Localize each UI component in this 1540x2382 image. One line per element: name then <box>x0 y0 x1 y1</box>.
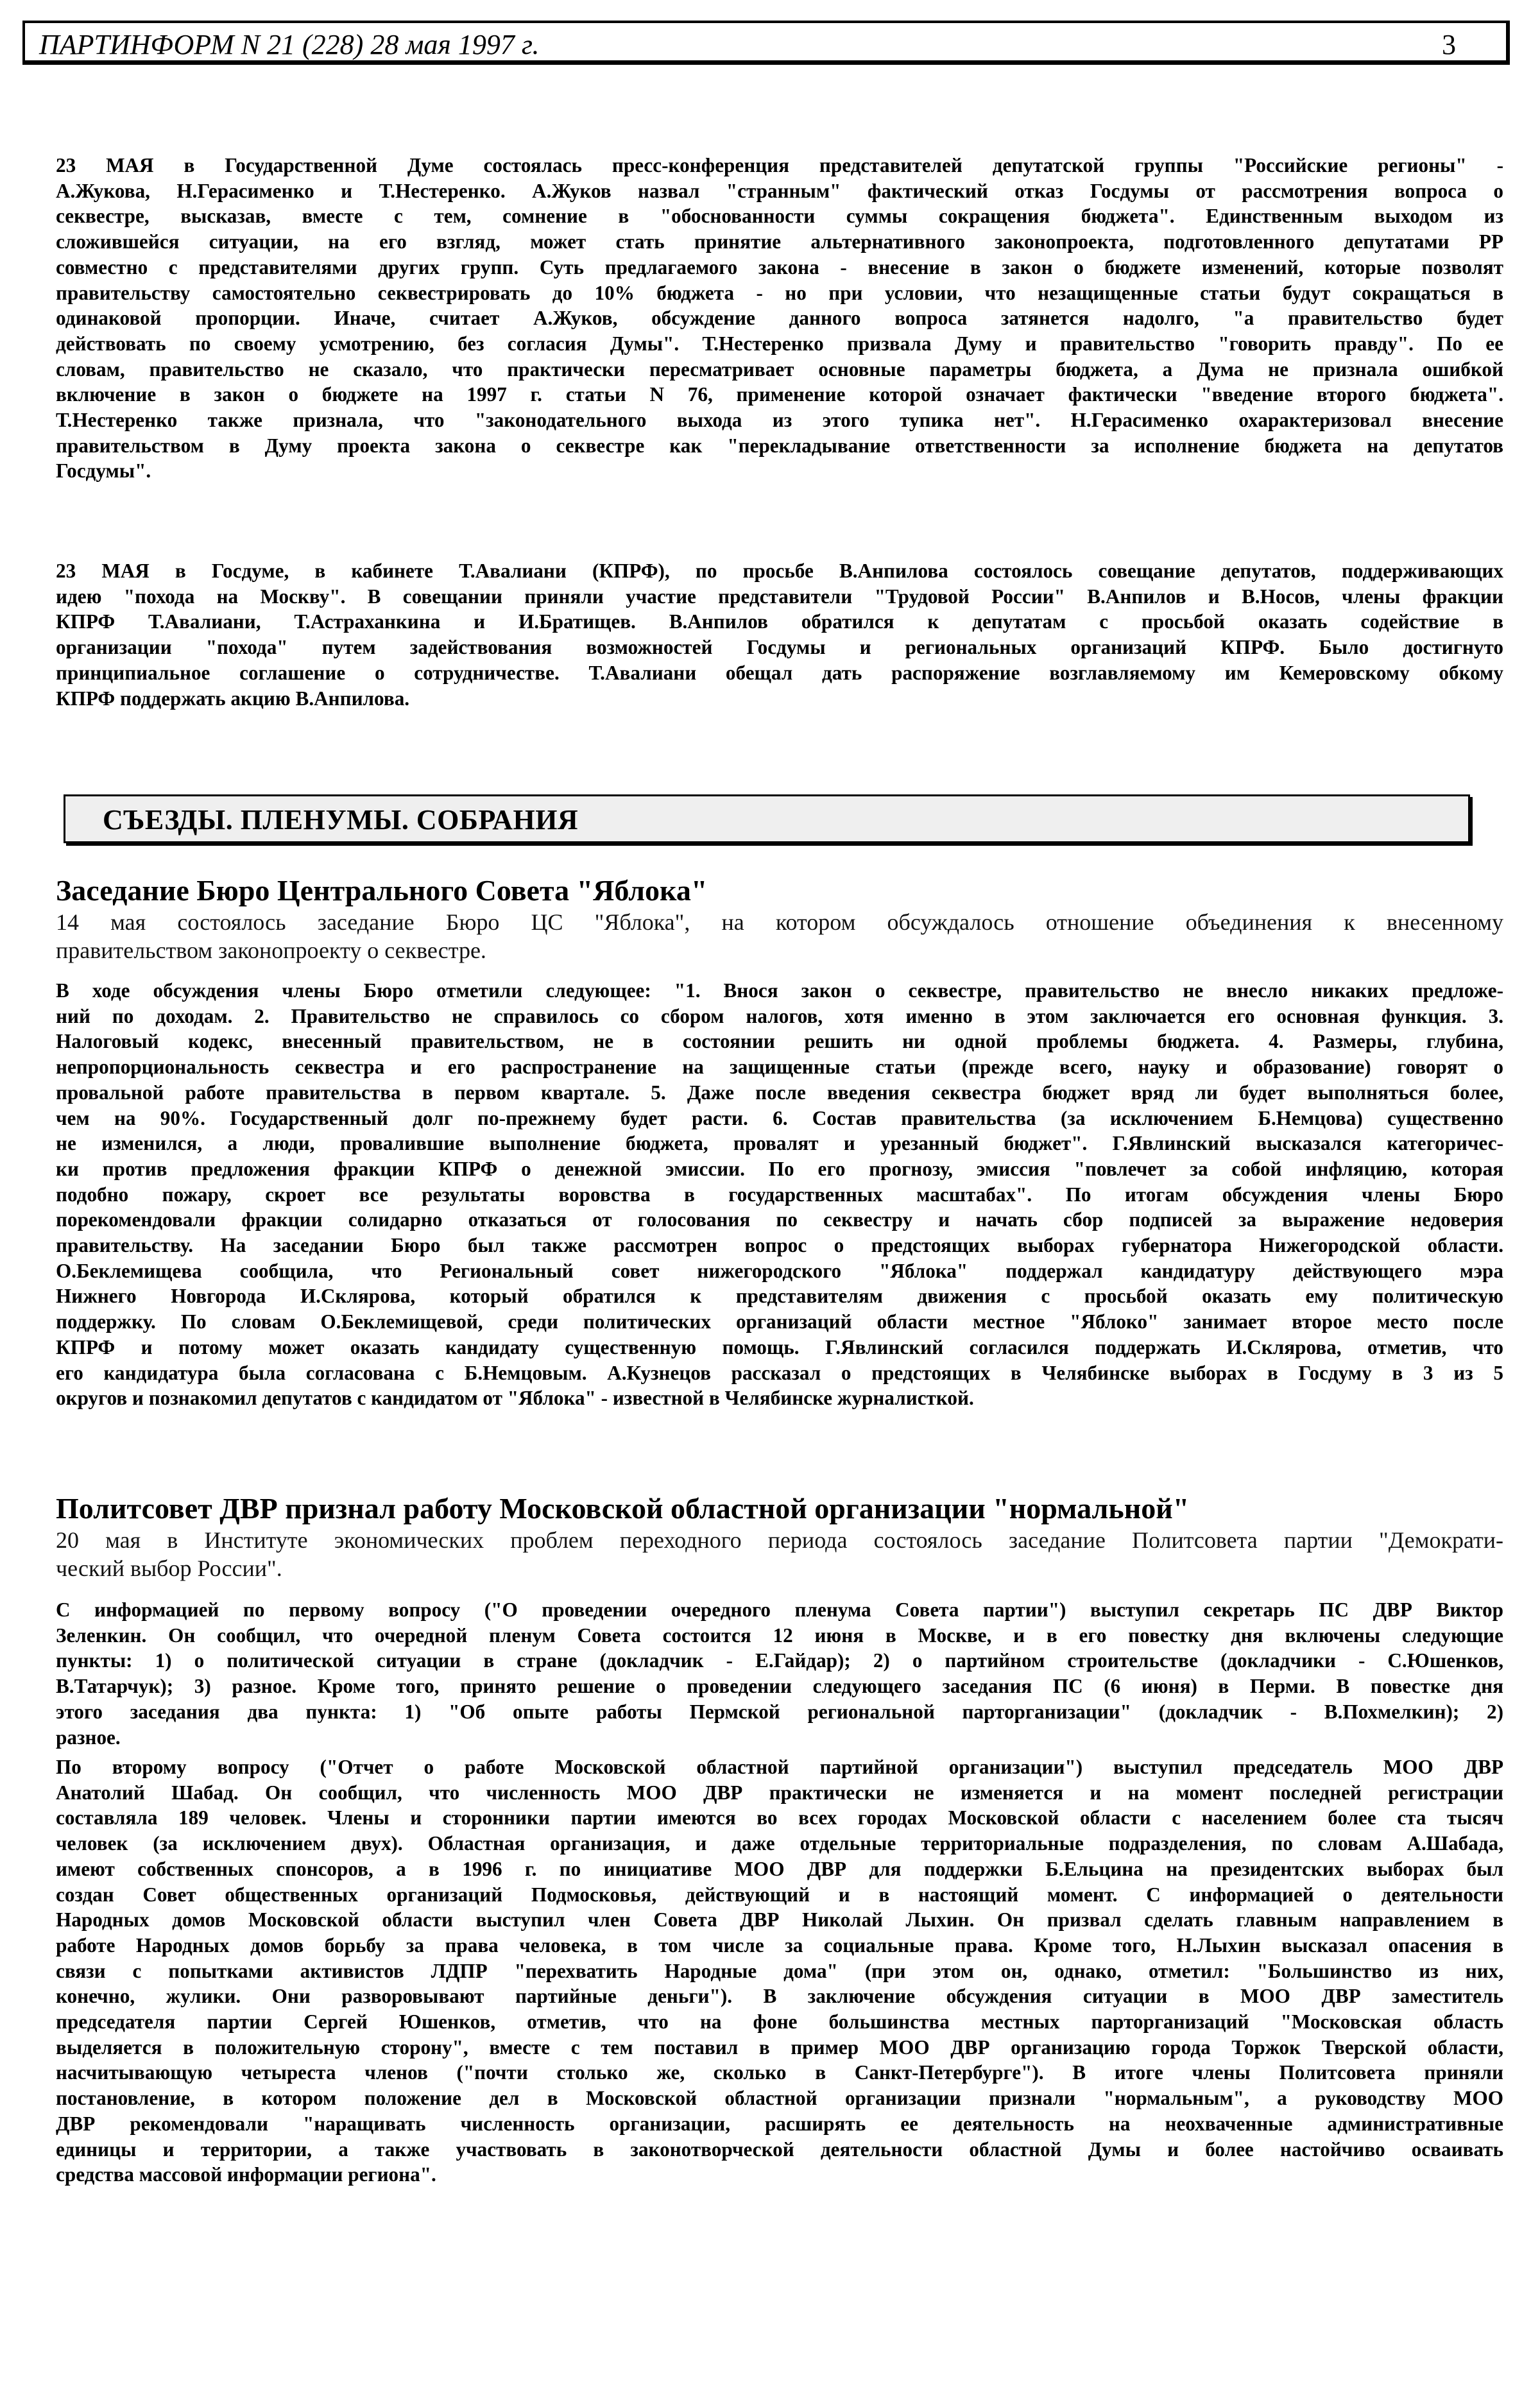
text-line: единицы и территории, а также участвовать в законотворческой деятельности областной Думы и более настойчиво осваивать <box>56 2138 1503 2161</box>
text-line: 20 мая в Институте экономических проблем переходного периода состоялось заседание Политсовета партии "Демократи- <box>56 1527 1503 1553</box>
text-line: Налоговый кодекс, внесенный правительством, не в состоянии решить ни одной проблемы бюджета. 4. Размеры, глубина, <box>56 1030 1503 1053</box>
text-line: действовать по своему усмотрению, без согласия Думы". Т.Нестеренко призвала Думу и правительство "говорить правду". По ее <box>56 332 1503 355</box>
article-lead-dvr <box>56 1526 1503 1582</box>
news-item-zhukov <box>56 153 1503 484</box>
text-line: человек (за исключением двух). Областная организация, и даже отдельные территориальные подразделения, по словам А.Шабада, <box>56 1832 1503 1855</box>
text-line: правительством законопроекту о секвестре. <box>56 938 486 963</box>
text-line: выделяется в положительную сторону", вместе с тем поставил в пример МОО ДВР организацию города Торжок Тверской области, <box>56 2035 1503 2059</box>
text-line: О.Беклемищева сообщила, что Региональный совет нижегородского "Яблока" поддержал кандидатуру действующего мэра <box>56 1259 1503 1282</box>
publication-title: ПАРТИНФОРМ N 21 (228) 28 мая 1997 г. <box>39 29 540 60</box>
text-line: конечно, жулики. Они разворовывают партийные деньги"). В заключение обсуждения ситуации в МОО ДВР заместитель <box>56 1985 1503 2008</box>
text-line: ДВР рекомендовали "наращивать численность организации, расширять ее деятельность на неохваченные административные <box>56 2112 1503 2135</box>
text-line: Народных домов Московской области выступил член Совета ДВР Николай Лыхин. Он призвал сделать главным направлением в <box>56 1908 1503 1932</box>
text-line: одинаковой пропорции. Иначе, считает А.Жуков, обсуждение данного вопроса затянется надолго, "а правительство будет <box>56 307 1503 330</box>
section-title: СЪЕЗДЫ. ПЛЕНУМЫ. СОБРАНИЯ <box>103 804 579 835</box>
text-line: ки против предложения фракции КПРФ о денежной эмиссии. По его прогнозу, эмиссия "повлечет за собой инфляцию, которая <box>56 1157 1503 1180</box>
text-line: его кандидатура была согласована с Б.Немцовым. А.Кузнецов рассказал о предстоящих в Челябинске выборах в Госдуму в 3 из 5 <box>56 1361 1503 1384</box>
text-line: совместно с представителями других групп. Суть предлагаемого закона - внесение в закон о бюджете изменений, которые позволят <box>56 255 1503 278</box>
text-line: связи с попытками активистов ЛДПР "перехватить Народные дома" (при этом он, однако, отметил: "Большинство из них, <box>56 1959 1503 1982</box>
text-line: КПРФ поддержать акцию В.Анпилова. <box>56 687 410 710</box>
text-line: работе Народных домов борьбу за права человека, в том числе за социальные права. Кроме того, Н.Лыхин высказал опасения в <box>56 1933 1503 1957</box>
article-body-yabloko <box>56 978 1503 1411</box>
article-body-dvr-paragraph-2 <box>56 1754 1503 2188</box>
text-line: организации "похода" путем задействования возможностей Госдумы и региональных организаций КПРФ. Было достигнуто <box>56 636 1503 659</box>
article-lead-yabloko <box>56 908 1503 964</box>
text-line: 14 мая состоялось заседание Бюро ЦС "Яблока", на котором обсуждалось отношение объединения к внесенному <box>56 909 1503 935</box>
text-line: ческий выбор России". <box>56 1555 282 1581</box>
text-line: сложившейся ситуации, на его взгляд, может стать принятие альтернативного законопроекта, подготовленного депутатами РР <box>56 230 1503 253</box>
text-line: этого заседания два пункта: 1) "Об опыте работы Пермской региональной парторганизации" (докладчик - В.Похмелкин); 2) <box>56 1700 1503 1723</box>
text-line: принципиальное соглашение о сотрудничестве. Т.Авалиани обещал дать распоряжение возглавляемому им Кемеровскому обкому <box>56 661 1503 684</box>
text-line: По второму вопросу ("Отчет о работе Московской областной партийной организации") выступил председатель МОО ДВР <box>56 1756 1503 1778</box>
text-line: создан Совет общественных организаций Подмосковья, действующий и в настоящий момент. С информацией о деятельности <box>56 1883 1503 1906</box>
text-line: подобно пожару, скроет все результаты воровства в государственных масштабах". По итогам обсуждения члены Бюро <box>56 1183 1503 1206</box>
text-line: насчитывающую четыреста членов ("почти столько же, сколько в Санкт-Петербурге"). В итоге члены Политсовета приняли <box>56 2061 1503 2084</box>
text-line: Нижнего Новгорода И.Склярова, который обратился к представителям движения с просьбой оказать ему политическую <box>56 1285 1503 1308</box>
text-line: чем на 90%. Государственный долг по-прежнему будет расти. 6. Состав правительства (за исключением Б.Немцова) существенно <box>56 1106 1503 1129</box>
text-line: Т.Нестеренко также признала, что "законодательного выхода из этого тупика нет". Н.Герасименко охарактеризовал внесение <box>56 409 1503 432</box>
article-heading-dvr: Политсовет ДВР признал работу Московской областной организации "нормальной" <box>56 1492 1190 1525</box>
text-line: включение в закон о бюджете на 1997 г. статьи N 76, применение которой означает фактически "введение второго бюджета". <box>56 383 1503 406</box>
text-line: словам, правительство не сказало, что практически пересматривает основные параметры бюджета, а Дума не признала ошибкой <box>56 357 1503 381</box>
news-item-anpilov <box>56 558 1503 711</box>
article-heading-yabloko: Заседание Бюро Центрального Совета "Яблока" <box>56 874 708 907</box>
text-line: имеют собственных спонсоров, а в 1996 г. по инициативе МОО ДВР для поддержки Б.Ельцина на президентских выборах был <box>56 1857 1503 1880</box>
text-line: не изменился, а люди, провалившие выполнение бюджета, провалят и урезанный бюджет". Г.Явлинский высказался категоричес- <box>56 1132 1503 1155</box>
text-line: правительству. На заседании Бюро был также рассмотрен вопрос о предстоящих выборах губернатора Нижегородской области. <box>56 1234 1503 1257</box>
text-line: 23 МАЯ в Госдуме, в кабинете Т.Авалиани (КПРФ), по просьбе В.Анпилова состоялось совещание депутатов, поддерживающих <box>56 560 1503 582</box>
text-line: Анатолий Шабад. Он сообщил, что численность МОО ДВР практически не изменяется и на момент последней регистрации <box>56 1781 1503 1804</box>
text-line: пункты: 1) о политической ситуации в стране (докладчик - Е.Гайдар); 2) о партийном строительстве (докладчики - С.Юшенков, <box>56 1649 1503 1672</box>
text-line: поддержку. По словам О.Беклемищевой, среди политических организаций области местное "Яблоко" занимает второе место после <box>56 1310 1503 1333</box>
text-line: 23 МАЯ в Государственной Думе состоялась пресс-конференция представителей депутатской группы "Российские регионы" - <box>56 154 1503 176</box>
text-line: провальной работе правительства в первом квартале. 5. Даже после введения секвестра бюджет вряд ли будет выполняться более, <box>56 1081 1503 1104</box>
page-number: 3 <box>1442 29 1456 60</box>
text-line: средства массовой информации региона". <box>56 2163 436 2186</box>
text-line: непропорциональность секвестра и его распространение на защищенные статьи (прежде всего, науку и образование) говорят о <box>56 1056 1503 1079</box>
text-line: Госдумы". <box>56 459 151 483</box>
text-line: КПРФ Т.Авалиани, Т.Астраханкина и И.Братищев. В.Анпилов обратился к депутатам с просьбой оказать содействие в <box>56 610 1503 633</box>
text-line: А.Жукова, Н.Герасименко и Т.Нестеренко. А.Жуков назвал "странным" фактический отказ Госдумы от рассмотрения вопроса о <box>56 179 1503 202</box>
section-header <box>64 794 1470 843</box>
page-header <box>22 21 1510 65</box>
text-line: разное. <box>56 1726 121 1749</box>
text-line: ний по доходам. 2. Правительство не справилось со сбором налогов, хотя именно в этом заключается его основная функция. 3. <box>56 1004 1503 1027</box>
text-line: В.Татарчук); 3) разное. Кроме того, принято решение о проведении следующего заседания ПС (6 июня) в Перми. В повестке дня <box>56 1675 1503 1698</box>
text-line: округов и познакомил депутатов с кандидатом от "Яблока" - известной в Челябинске журналисткой. <box>56 1387 974 1410</box>
text-line: порекомендовали фракции солидарно отказаться от голосования по секвестру и начать сбор подписей за выражение недоверия <box>56 1208 1503 1231</box>
text-line: составляла 189 человек. Члены и сторонники партии имеются во всех городах Московской области с населением более ста тысяч <box>56 1806 1503 1829</box>
text-line: правительством в Думу проекта закона о секвестре как "перекладывание ответственности за исполнение бюджета на депутатов <box>56 434 1503 457</box>
text-line: председателя партии Сергей Юшенков, отметив, что на фоне большинства местных парторганизаций "Московская область <box>56 2010 1503 2034</box>
article-body-dvr-paragraph-1 <box>56 1597 1503 1750</box>
text-line: С информацией по первому вопросу ("О проведении очередного пленума Совета партии") выступил секретарь ПС ДВР Виктор <box>56 1598 1503 1621</box>
text-line: В ходе обсуждения члены Бюро отметили следующее: "1. Внося закон о секвестре, правительство не внесло никаких предложе- <box>56 979 1503 1002</box>
text-line: правительству самостоятельно секвестрировать до 10% бюджета - но при условии, что незащищенные статьи будут сокращаться в <box>56 281 1503 304</box>
text-line: постановление, в котором положение дел в Московской областной организации признали "нормальным", а руководству МОО <box>56 2087 1503 2110</box>
text-line: Зеленкин. Он сообщил, что очередной пленум Совета состоится 12 июня в Москве, и в его повестку дня включены следующие <box>56 1624 1503 1647</box>
text-line: КПРФ и потому может оказать кандидату существенную помощь. Г.Явлинский согласился поддержать И.Склярова, отметив, что <box>56 1335 1503 1358</box>
text-line: идею "похода на Москву". В совещании приняли участие представители "Трудовой России" В.Анпилов и В.Носов, члены фракции <box>56 585 1503 608</box>
text-line: секвестре, высказав, вместе с тем, сомнение в "обоснованности суммы сокращения бюджета". Единственным выходом из <box>56 205 1503 228</box>
